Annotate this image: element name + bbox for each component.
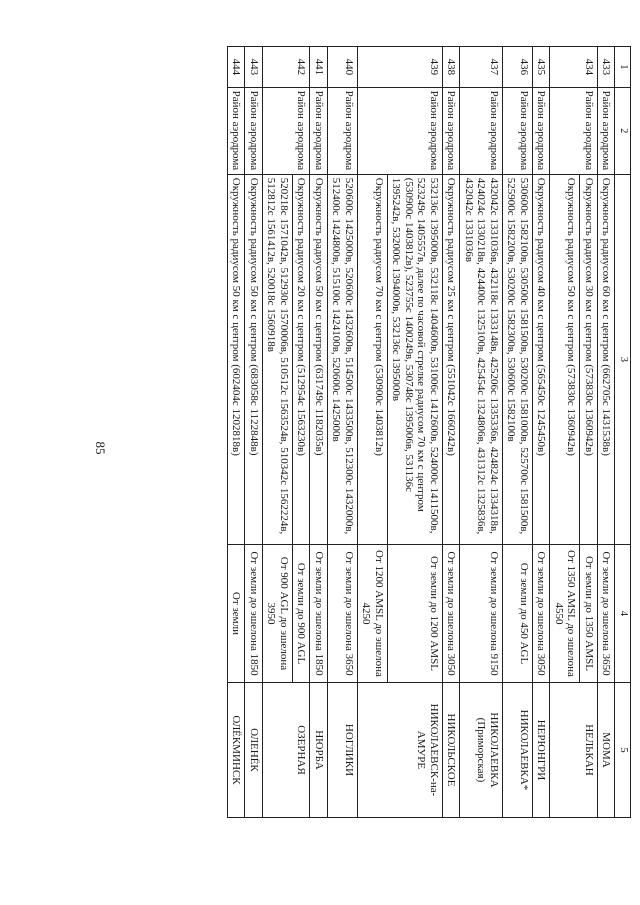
row-number-cell: 441 — [310, 47, 328, 88]
altitude-limits-cell: От 1350 AMSL до эшелона 4550 — [550, 545, 580, 683]
row-number-cell: 439 — [358, 47, 443, 88]
zone-type-cell: Район аэродрома — [263, 87, 311, 174]
zone-type-cell: Район аэродрома — [328, 87, 358, 174]
altitude-limits-cell: От земли до 900 AGL — [293, 545, 311, 683]
altitude-limits-cell: От 900 AGL до эшелона 3950 — [263, 545, 293, 683]
aerodrome-name-cell: НИКОЛАЕВСК-на-АМУРЕ — [358, 682, 443, 817]
row-number-cell: 438 — [443, 47, 461, 88]
altitude-limits-cell: От земли — [228, 545, 246, 683]
row-number-cell: 436 — [503, 47, 533, 88]
boundary-description-cell: Окружность радиусом 20 км с центром (512954с 1563230в) — [293, 174, 311, 544]
table-row — [388, 47, 443, 818]
altitude-limits-cell: От земли до 1200 AMSL — [388, 545, 443, 683]
boundary-description-cell: 520600с 1425000в, 520600с 1432600в, 514500с 1433500в, 512300с 1432000в, 512400с 1424800в, 515100с 1424100в, 520600с 1425000в — [328, 174, 358, 544]
boundary-description-cell: Окружность радиусом 50 км с центром (602404с 1202818в) — [228, 174, 246, 544]
column-header: 1 — [615, 47, 631, 88]
altitude-limits-cell: От земли до 1350 AMSL — [580, 545, 598, 683]
table-row — [328, 47, 358, 818]
zone-type-cell: Район аэродрома — [598, 87, 616, 174]
zone-type-cell: Район аэродрома — [228, 87, 246, 174]
aerodrome-name-cell: ОЛЁКМИНСК — [228, 682, 246, 817]
table-row — [460, 47, 503, 818]
boundary-description-cell: Окружность радиусом 60 км с центром (662705с 1431538в) — [598, 174, 616, 544]
column-header: 5 — [615, 682, 631, 817]
aerodrome-name-cell: ОЛЕНЁК — [245, 682, 263, 817]
altitude-limits-cell: От земли до эшелона 1850 — [245, 545, 263, 683]
boundary-description-cell: Окружность радиусом 40 км с центром (565450с 1245450в) — [533, 174, 551, 544]
row-number-cell: 437 — [460, 47, 503, 88]
table-row — [598, 47, 616, 818]
row-number-cell: 440 — [328, 47, 358, 88]
table-row — [228, 47, 246, 818]
aerodrome-name-cell: НИКОЛАЕВКА* — [503, 682, 533, 817]
table-body — [228, 47, 616, 818]
row-number-cell: 434 — [550, 47, 598, 88]
boundary-description-cell: Окружность радиусом 50 км с центром (683058с 1122848в) — [245, 174, 263, 544]
table-row — [293, 47, 311, 818]
column-header: 2 — [615, 87, 631, 174]
zone-type-cell: Район аэродрома — [443, 87, 461, 174]
zone-type-cell: Район аэродрома — [550, 87, 598, 174]
zone-type-cell: Район аэродрома — [310, 87, 328, 174]
boundary-description-cell: Окружность радиусом 30 км с центром (573830с 1360942в) — [580, 174, 598, 544]
altitude-limits-cell: От земли до эшелона 3650 — [598, 545, 616, 683]
airspace-table — [227, 46, 631, 818]
boundary-description-cell: Окружность радиусом 50 км с центром (573830с 1360942в) — [550, 174, 580, 544]
row-number-cell: 442 — [263, 47, 311, 88]
row-number-cell: 433 — [598, 47, 616, 88]
zone-type-cell: Район аэродрома — [358, 87, 443, 174]
boundary-description-cell: 530600с 1582100в, 530500с 1581500в, 530200с 1581000в, 525700с 1581500в, 525900с 1582200в, 530200с 1582300в, 530600с 1582100в — [503, 174, 533, 544]
page-number: 85 — [93, 441, 108, 455]
altitude-limits-cell: От земли до эшелона 3050 — [443, 545, 461, 683]
row-number-cell: 435 — [533, 47, 551, 88]
column-header: 3 — [615, 174, 631, 544]
aerodrome-name-cell: НЮРБА — [310, 682, 328, 817]
altitude-limits-cell: От земли до эшелона 3050 — [533, 545, 551, 683]
boundary-description-cell: 520218с 1571042в, 512930с 1570006в, 510512с 1563524в, 510342с 1562224в, 512812с 1561412в, 520018с 1560918в — [263, 174, 293, 544]
boundary-description-cell: 532136с 1395000в, 532118с 1404600в, 531006с 1412600в, 524000с 1411500в, 523249с 1405557в, далее по часовой стрелке радиусом 70 км с центром (530900с 1403812в), 523755с 1400249в, 530748с 1395006в, 531136с 1395242в, 532000с 1394000в, 532136с 1395000в — [388, 174, 443, 544]
airspace-table-sheet — [100, 46, 631, 818]
table-row — [503, 47, 533, 818]
table-row — [580, 47, 598, 818]
altitude-limits-cell: От 1200 AMSL до эшелона 4250 — [358, 545, 388, 683]
column-number-row — [615, 47, 631, 818]
table-row — [533, 47, 551, 818]
zone-type-cell: Район аэродрома — [245, 87, 263, 174]
zone-type-cell: Район аэродрома — [503, 87, 533, 174]
aerodrome-name-cell: НЕЛЬКАН — [550, 682, 598, 817]
row-number-cell: 444 — [228, 47, 246, 88]
altitude-limits-cell: От земли до эшелона 3650 — [328, 545, 358, 683]
boundary-description-cell: Окружность радиусом 25 км с центром (551042с 1660242в) — [443, 174, 461, 544]
aerodrome-name-cell: НЕРЮНГРИ — [533, 682, 551, 817]
aerodrome-name-cell: НОГЛИКИ — [328, 682, 358, 817]
altitude-limits-cell: От земли до эшелона 1850 — [310, 545, 328, 683]
boundary-description-cell: 432042с 1331036в, 432118с 1333148в, 425206с 1335336в, 424824с 1334318в, 424024с 1330218в, 424400с 1325100в, 425454с 1324806в, 431312с 1325836в, 432042с 1331036в — [460, 174, 503, 544]
zone-type-cell: Район аэродрома — [460, 87, 503, 174]
aerodrome-name-cell: ОЗЕРНАЯ — [263, 682, 311, 817]
altitude-limits-cell: От земли до 450 AGL — [503, 545, 533, 683]
aerodrome-name-cell: НИКОЛАЕВКА (Приморская) — [460, 682, 503, 817]
row-number-cell: 443 — [245, 47, 263, 88]
zone-type-cell: Район аэродрома — [533, 87, 551, 174]
table-row — [443, 47, 461, 818]
table-row — [245, 47, 263, 818]
table-row — [310, 47, 328, 818]
aerodrome-name-cell: НИКОЛЬСКОЕ — [443, 682, 461, 817]
boundary-description-cell: Окружность радиусом 70 км с центром (530900с 1403812в) — [358, 174, 388, 544]
altitude-limits-cell: От земли до эшелона 9150 — [460, 545, 503, 683]
boundary-description-cell: Окружность радиусом 50 км с центром (631749с 1182035в) — [310, 174, 328, 544]
aerodrome-name-cell: МОМА — [598, 682, 616, 817]
column-header: 4 — [615, 545, 631, 683]
